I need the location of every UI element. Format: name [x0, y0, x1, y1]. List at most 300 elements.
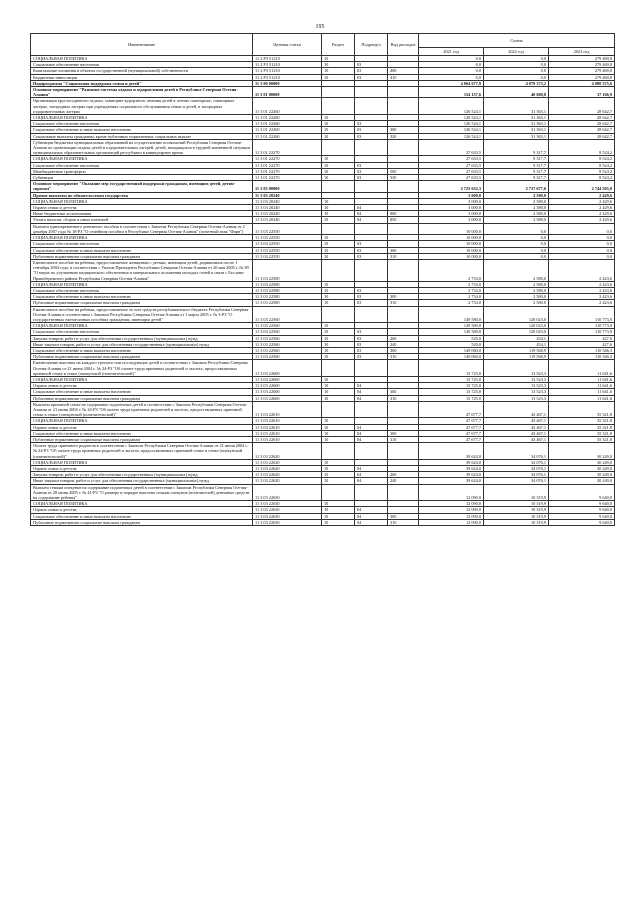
row-target-code: 11 3 03 22600	[253, 376, 322, 382]
row-subsection: 03	[355, 168, 388, 174]
row-subsection	[355, 139, 388, 156]
row-subsection: 04	[355, 507, 388, 513]
row-amount-2023: 279 469,8	[549, 68, 615, 74]
row-amount-2021: 47 677,7	[419, 424, 484, 430]
row-amount-2023: 427,6	[549, 341, 615, 347]
row-subsection: 03	[355, 121, 388, 127]
row-amount-2021: 15 725,0	[419, 389, 484, 395]
row-target-code: 11 3 01 22260	[253, 127, 322, 133]
row-amount-2021: 0,0	[419, 56, 484, 62]
row-name: Публичные нормативные социальные выплаты гражданам	[31, 437, 253, 443]
row-amount-2022: 0,0	[484, 74, 549, 80]
row-expense-type: 530	[388, 175, 419, 181]
row-subsection	[355, 306, 388, 323]
row-amount-2022: 119 568,9	[484, 354, 549, 360]
row-name: Социальное обеспечение населения	[31, 241, 253, 247]
row-target-code: 11 3 03 00000	[253, 181, 322, 192]
row-name: Иные закупки товаров, работ и услуг для обеспечения государственных (муниципальных) нужд	[31, 341, 253, 347]
row-amount-2023: 35 321,8	[549, 401, 615, 418]
row-amount-2022: 119 568,9	[484, 347, 549, 353]
row-name: Уплата налогов, сборов и иных платежей	[31, 217, 253, 223]
row-section: 10	[322, 376, 355, 382]
table-row	[31, 181, 615, 192]
row-section: 10	[322, 437, 355, 443]
row-amount-2023: 2 429,6	[549, 211, 615, 217]
row-subsection: 03	[355, 175, 388, 181]
row-amount-2022: 13 523,3	[484, 383, 549, 389]
row-amount-2023: 2 423,6	[549, 300, 615, 306]
row-amount-2022: 2 580,0	[484, 211, 549, 217]
row-amount-2023: 279 469,8	[549, 56, 615, 62]
row-expense-type: 310	[388, 395, 419, 401]
table-row	[31, 484, 615, 501]
row-section	[322, 139, 355, 156]
row-amount-2023: 4 080 375,6	[549, 80, 615, 86]
row-section: 10	[322, 287, 355, 293]
row-amount-2023: 2 423,6	[549, 287, 615, 293]
row-target-code: 11 3 03 20240	[253, 205, 322, 211]
row-amount-2021: 3 000,0	[419, 192, 484, 198]
row-amount-2022: 2 580,0	[484, 217, 549, 223]
row-section: 10	[322, 281, 355, 287]
row-subsection	[355, 223, 388, 234]
row-name: Социальное обеспечение населения	[31, 329, 253, 335]
row-expense-type: 240	[388, 341, 419, 347]
row-section: 10	[322, 247, 355, 253]
row-subsection: 03	[355, 335, 388, 341]
row-amount-2023: 0,0	[549, 241, 615, 247]
row-name: Социальное обеспечение и иные выплаты населению	[31, 294, 253, 300]
row-target-code: 11 3 03 22610	[253, 437, 322, 443]
row-name: Выплата единовременного денежного пособия в соответствии с Законом Республики Северная Осетия-Алания от 2 декабря 2007 года № 18-РЗ "О семейном пособии в Республике Северная Осетия-Алания" (почетный знак "Фарн")	[31, 223, 253, 234]
row-section: 10	[322, 74, 355, 80]
row-name: СОЦИАЛЬНАЯ ПОЛИТИКА	[31, 376, 253, 382]
row-section	[322, 98, 355, 115]
row-amount-2021: 520,0	[419, 341, 484, 347]
row-amount-2021: 12 090,0	[419, 501, 484, 507]
row-amount-2021: 154 157,6	[419, 87, 484, 98]
row-subsection: 04	[355, 217, 388, 223]
row-amount-2021: 39 624,0	[419, 466, 484, 472]
row-section: 10	[322, 383, 355, 389]
row-amount-2022: 43 467,1	[484, 424, 549, 430]
row-target-code: 11 3 03 22620	[253, 466, 322, 472]
row-subsection: 03	[355, 127, 388, 133]
row-amount-2023: 28 642,7	[549, 121, 615, 127]
row-amount-2023: 110 346,3	[549, 354, 615, 360]
row-expense-type	[388, 306, 419, 323]
row-amount-2023: 8 524,2	[549, 156, 615, 162]
row-target-code: 11 3 03 22560	[253, 347, 322, 353]
row-name: СОЦИАЛЬНАЯ ПОЛИТИКА	[31, 418, 253, 424]
row-section	[322, 259, 355, 281]
row-subsection: 03	[355, 300, 388, 306]
row-amount-2021: 149 580,0	[419, 306, 484, 323]
row-amount-2023: 0,0	[549, 253, 615, 259]
row-amount-2022: 120 023,0	[484, 329, 549, 335]
row-section: 10	[322, 478, 355, 484]
row-section: 10	[322, 294, 355, 300]
row-amount-2023: 0,0	[549, 235, 615, 241]
row-name: Социальное обеспечение населения	[31, 121, 253, 127]
row-amount-2023: 28 642,7	[549, 98, 615, 115]
row-amount-2022: 10 319,9	[484, 484, 549, 501]
row-section: 10	[322, 466, 355, 472]
row-target-code: 11 3 00 00000	[253, 80, 322, 86]
row-target-code: 11 3 01 22270	[253, 156, 322, 162]
row-target-code: 11 3 03 22630	[253, 484, 322, 501]
row-amount-2022: 4 079 373,2	[484, 80, 549, 86]
row-target-code: 11 3 03 20240	[253, 192, 322, 198]
row-subsection	[355, 181, 388, 192]
header-subsection: Подраздел	[355, 34, 388, 56]
row-section	[322, 484, 355, 501]
row-amount-2021: 12 090,0	[419, 513, 484, 519]
header-name: Наименование	[31, 34, 253, 56]
budget-table	[30, 33, 615, 526]
row-target-code: 11 3 03 22560	[253, 329, 322, 335]
row-target-code: 11 3 03 22560	[253, 335, 322, 341]
row-target-code: 11 2 P3 51210	[253, 74, 322, 80]
row-target-code: 11 3 03 22630	[253, 513, 322, 519]
row-section: 10	[322, 211, 355, 217]
row-expense-type: 300	[388, 389, 419, 395]
row-expense-type: 300	[388, 294, 419, 300]
row-expense-type: 300	[388, 347, 419, 353]
row-amount-2021: 149 060,0	[419, 354, 484, 360]
row-amount-2023: 0,0	[549, 247, 615, 253]
row-target-code: 11 3 03 22600	[253, 383, 322, 389]
row-amount-2023: 11 641,6	[549, 376, 615, 382]
row-amount-2023: 11 641,6	[549, 383, 615, 389]
row-amount-2021: 15 725,0	[419, 376, 484, 382]
row-amount-2021: 2 754,0	[419, 294, 484, 300]
row-target-code: 11 3 01 00000	[253, 87, 322, 98]
row-amount-2022: 34 076,1	[484, 472, 549, 478]
row-target-code: 11 3 03 22560	[253, 306, 322, 323]
row-target-code: 11 2 P3 51210	[253, 68, 322, 74]
header-section: Раздел	[322, 34, 355, 56]
row-target-code: 11 3 01 22260	[253, 115, 322, 121]
row-subsection: 04	[355, 205, 388, 211]
row-section: 10	[322, 329, 355, 335]
row-target-code: 11 3 03 22550	[253, 247, 322, 253]
row-amount-2021: 27 633,5	[419, 156, 484, 162]
row-name: СОЦИАЛЬНАЯ ПОЛИТИКА	[31, 323, 253, 329]
row-expense-type: 300	[388, 430, 419, 436]
row-target-code: 11 3 03 22550	[253, 241, 322, 247]
row-name: Охрана семьи и детства	[31, 507, 253, 513]
row-amount-2022: 10 319,9	[484, 513, 549, 519]
row-name: Ежемесячные выплаты на каждого третьего или последующих детей в соответствии с Законом Республики Северная Осетия-Алания от 21 июня 2004 г. № 24-РЗ "Об оплате труда приемных родителей и льготах, предоставляемых приемной семье в семье (опекунской (попечительской)"	[31, 360, 253, 377]
row-name: Публичные нормативные социальные выплаты гражданам	[31, 354, 253, 360]
row-section: 10	[322, 395, 355, 401]
row-target-code: 11 3 03 22580	[253, 259, 322, 281]
row-name: Субвенции бюджетам муниципальных образований на осуществление полномочий Республики Северная Осетия-Алания по организации отдыха детей и оздоровительных лагерей, детей, находящихся в трудной жизненной ситуации муниципальных образовательных организаций республики в каникулярное время	[31, 139, 253, 156]
row-target-code: 11 3 01 22260	[253, 98, 322, 115]
row-amount-2022: 31 363,1	[484, 98, 549, 115]
row-target-code: 11 3 01 22270	[253, 162, 322, 168]
row-amount-2021: 10 000,0	[419, 223, 484, 234]
row-subsection: 03	[355, 68, 388, 74]
row-expense-type	[388, 259, 419, 281]
row-expense-type	[388, 139, 419, 156]
row-target-code: 11 2 P3 51210	[253, 62, 322, 68]
row-amount-2021: 27 633,5	[419, 168, 484, 174]
row-amount-2023: 11 641,6	[549, 389, 615, 395]
row-name: СОЦИАЛЬНАЯ ПОЛИТИКА	[31, 281, 253, 287]
row-amount-2021: 47 677,7	[419, 418, 484, 424]
row-section	[322, 181, 355, 192]
header-year-2022: 2022 год	[484, 48, 549, 56]
row-amount-2021: 3 000,0	[419, 217, 484, 223]
row-amount-2022: 13 523,3	[484, 395, 549, 401]
row-amount-2023: 2 423,6	[549, 259, 615, 281]
row-amount-2022: 2 580,0	[484, 205, 549, 211]
row-expense-type: 850	[388, 217, 419, 223]
row-amount-2022: 13 523,3	[484, 376, 549, 382]
row-target-code: 11 3 01 22270	[253, 168, 322, 174]
table-row	[31, 139, 615, 156]
row-expense-type	[388, 98, 419, 115]
row-name: СОЦИАЛЬНАЯ ПОЛИТИКА	[31, 459, 253, 465]
row-section: 10	[322, 424, 355, 430]
row-name: Социальное обеспечение населения	[31, 287, 253, 293]
row-name: Социальное обеспечение и иные выплаты населению	[31, 513, 253, 519]
row-name: Публичные нормативные социальные выплаты гражданам	[31, 253, 253, 259]
row-amount-2021: 0,0	[419, 74, 484, 80]
row-amount-2021: 2 725 632,3	[419, 181, 484, 192]
row-target-code: 11 3 01 22270	[253, 175, 322, 181]
row-name: Прочие выплаты по обязательствам государства	[31, 192, 253, 198]
row-amount-2023: 8 524,2	[549, 175, 615, 181]
row-amount-2022: 2 580,0	[484, 294, 549, 300]
row-amount-2021: 2 754,0	[419, 281, 484, 287]
row-amount-2023: 30 249,0	[549, 443, 615, 460]
row-expense-type: 500	[388, 168, 419, 174]
row-amount-2023: 9 640,0	[549, 484, 615, 501]
row-amount-2022: 40 680,8	[484, 87, 549, 98]
row-section	[322, 306, 355, 323]
row-subsection: 03	[355, 329, 388, 335]
row-amount-2023: 427,6	[549, 335, 615, 341]
row-amount-2021: 126 524,1	[419, 98, 484, 115]
row-section: 10	[322, 354, 355, 360]
table-row	[31, 306, 615, 323]
row-amount-2023: 8 524,2	[549, 162, 615, 168]
row-section: 10	[322, 323, 355, 329]
row-expense-type: 400	[388, 68, 419, 74]
row-subsection: 03	[355, 74, 388, 80]
row-amount-2021: 15 725,0	[419, 395, 484, 401]
row-amount-2023: 28 642,7	[549, 115, 615, 121]
row-section: 10	[322, 56, 355, 62]
table-row	[31, 519, 615, 525]
table-row	[31, 259, 615, 281]
row-subsection	[355, 401, 388, 418]
row-amount-2021: 149 580,0	[419, 323, 484, 329]
row-amount-2023: 110 773,9	[549, 323, 615, 329]
row-target-code: 11 3 03 22580	[253, 287, 322, 293]
row-amount-2022: 31 363,1	[484, 127, 549, 133]
row-amount-2023: 110 346,3	[549, 347, 615, 353]
row-expense-type: 310	[388, 253, 419, 259]
row-amount-2022: 0,0	[484, 68, 549, 74]
row-section: 10	[322, 205, 355, 211]
row-name: Основное мероприятие "Оказание мер государственной поддержки гражданам, имеющим детей, детям-сиротам"	[31, 181, 253, 192]
row-expense-type: 240	[388, 478, 419, 484]
row-amount-2021: 0,0	[419, 62, 484, 68]
row-expense-type: 300	[388, 127, 419, 133]
row-amount-2023: 279 469,8	[549, 74, 615, 80]
row-amount-2023: 9 640,0	[549, 513, 615, 519]
row-subsection: 03	[355, 294, 388, 300]
row-target-code: 11 3 03 22630	[253, 519, 322, 525]
row-amount-2023: 2 429,6	[549, 192, 615, 198]
row-amount-2022: 9 317,7	[484, 156, 549, 162]
row-amount-2021: 47 677,7	[419, 430, 484, 436]
row-name: Закупка товаров, работ и услуг для обеспечения государственных (муниципальных) нужд	[31, 335, 253, 341]
row-name: СОЦИАЛЬНАЯ ПОЛИТИКА	[31, 235, 253, 241]
row-subsection: 04	[355, 472, 388, 478]
row-subsection: 03	[355, 347, 388, 353]
row-amount-2022: 31 363,1	[484, 133, 549, 139]
row-name: Межбюджетные трансферты	[31, 168, 253, 174]
row-section: 10	[322, 121, 355, 127]
row-target-code: 11 3 03 22580	[253, 281, 322, 287]
row-target-code: 11 3 01 22260	[253, 133, 322, 139]
row-amount-2023: 35 321,8	[549, 424, 615, 430]
row-amount-2023: 9 640,0	[549, 519, 615, 525]
row-amount-2022: 0,0	[484, 223, 549, 234]
row-section	[322, 401, 355, 418]
row-amount-2023: 8 524,2	[549, 139, 615, 156]
row-amount-2023: 28 642,7	[549, 133, 615, 139]
row-amount-2023: 110 773,9	[549, 306, 615, 323]
row-name: Публичные нормативные социальные выплаты гражданам	[31, 395, 253, 401]
row-expense-type: 410	[388, 74, 419, 80]
row-amount-2022: 2 580,0	[484, 198, 549, 204]
row-name: Оплата труда приемного родителя в соответствии с Законом Республики Северная Осетия-Алания от 21 июня 2004 г. № 24-РЗ "Об оплате труда приемных родителей и льготах, предоставляемых приемной семье в семье (опекунской (попечительской)"	[31, 443, 253, 460]
row-amount-2022: 0,0	[484, 241, 549, 247]
row-subsection: 04	[355, 478, 388, 484]
row-amount-2022: 10 319,9	[484, 507, 549, 513]
row-section: 10	[322, 300, 355, 306]
row-expense-type: 300	[388, 247, 419, 253]
row-subsection: 04	[355, 513, 388, 519]
row-section	[322, 223, 355, 234]
row-section: 10	[322, 501, 355, 507]
row-name: Закупка товаров, работ и услуг для обеспечения государственных (муниципальных) нужд	[31, 472, 253, 478]
row-amount-2022: 34 076,1	[484, 459, 549, 465]
row-name: Социальное обеспечение и иные выплаты населению	[31, 389, 253, 395]
row-expense-type	[388, 360, 419, 377]
row-name: Социальное обеспечение и иные выплаты населению	[31, 430, 253, 436]
row-amount-2021: 2 754,0	[419, 259, 484, 281]
row-subsection: 03	[355, 241, 388, 247]
row-amount-2021: 39 624,0	[419, 459, 484, 465]
row-expense-type	[388, 223, 419, 234]
row-name: Капитальные вложения в объекты государственной (муниципальной) собственности	[31, 68, 253, 74]
row-section: 10	[322, 127, 355, 133]
row-target-code: 11 3 03 22610	[253, 424, 322, 430]
row-amount-2021: 126 524,1	[419, 127, 484, 133]
row-amount-2023: 30 249,0	[549, 472, 615, 478]
row-amount-2023: 35 321,8	[549, 437, 615, 443]
row-target-code: 11 3 03 20240	[253, 198, 322, 204]
row-amount-2022: 13 523,3	[484, 389, 549, 395]
row-amount-2021: 126 524,1	[419, 133, 484, 139]
row-name: Охрана семьи и детства	[31, 424, 253, 430]
row-section: 10	[322, 62, 355, 68]
row-target-code: 11 3 03 22550	[253, 223, 322, 234]
row-amount-2022: 31 363,1	[484, 115, 549, 121]
row-target-code: 11 3 03 22620	[253, 478, 322, 484]
row-target-code: 11 3 03 20240	[253, 211, 322, 217]
row-amount-2023: 2 429,6	[549, 198, 615, 204]
row-amount-2022: 0,0	[484, 253, 549, 259]
row-amount-2022: 454,1	[484, 341, 549, 347]
row-amount-2021: 3 000,0	[419, 211, 484, 217]
row-amount-2021: 27 633,5	[419, 175, 484, 181]
row-amount-2021: 10 000,0	[419, 253, 484, 259]
row-section: 10	[322, 418, 355, 424]
row-amount-2023: 0,0	[549, 223, 615, 234]
row-section: 10	[322, 115, 355, 121]
row-expense-type: 320	[388, 133, 419, 139]
row-name: Социальное обеспечение и иные выплаты населению	[31, 347, 253, 353]
row-name: Бюджетные инвестиции	[31, 74, 253, 80]
row-name: СОЦИАЛЬНАЯ ПОЛИТИКА	[31, 56, 253, 62]
row-expense-type: 200	[388, 335, 419, 341]
row-target-code: 11 3 03 22600	[253, 389, 322, 395]
row-name: Социальное обеспечение населения	[31, 162, 253, 168]
row-name: Иные бюджетные ассигнования	[31, 211, 253, 217]
row-section: 10	[322, 198, 355, 204]
row-amount-2021: 149 580,0	[419, 329, 484, 335]
row-name: Социальное обеспечение населения	[31, 62, 253, 68]
row-name: Подпрограмма "Социальная поддержка семьи и детей"	[31, 80, 253, 86]
row-section: 10	[322, 519, 355, 525]
budget-table-wrapper	[30, 33, 614, 526]
row-subsection: 04	[355, 424, 388, 430]
row-section: 10	[322, 389, 355, 395]
row-name: Выплата семьям опекунов на содержание подопечных детей в соответствии с Законом Республики Северная Осетия-Алания от 28 июня 2005 г. № 41-РЗ "О размере и порядке выплаты семьям опекунов (попечителей) денежных средств на содержание ребенка"	[31, 484, 253, 501]
row-amount-2023: 35 321,8	[549, 418, 615, 424]
row-amount-2021: 47 677,7	[419, 401, 484, 418]
row-target-code: 11 3 03 22610	[253, 418, 322, 424]
row-target-code: 11 2 P3 51210	[253, 56, 322, 62]
row-amount-2023: 8 524,2	[549, 168, 615, 174]
row-section: 10	[322, 241, 355, 247]
row-name: СОЦИАЛЬНАЯ ПОЛИТИКА	[31, 501, 253, 507]
row-subsection: 03	[355, 247, 388, 253]
row-target-code: 11 3 03 20240	[253, 217, 322, 223]
row-amount-2023: 110 773,9	[549, 329, 615, 335]
row-section: 10	[322, 347, 355, 353]
row-expense-type: 310	[388, 354, 419, 360]
row-subsection: 04	[355, 437, 388, 443]
row-amount-2022: 34 076,1	[484, 478, 549, 484]
row-amount-2021: 15 725,0	[419, 360, 484, 377]
table-header	[31, 34, 615, 56]
table-row	[31, 401, 615, 418]
row-target-code: 11 3 03 22580	[253, 300, 322, 306]
row-expense-type: 300	[388, 513, 419, 519]
row-amount-2022: 2 580,0	[484, 300, 549, 306]
row-name: Публичные нормативные социальные выплаты гражданам	[31, 519, 253, 525]
row-amount-2022: 0,0	[484, 62, 549, 68]
